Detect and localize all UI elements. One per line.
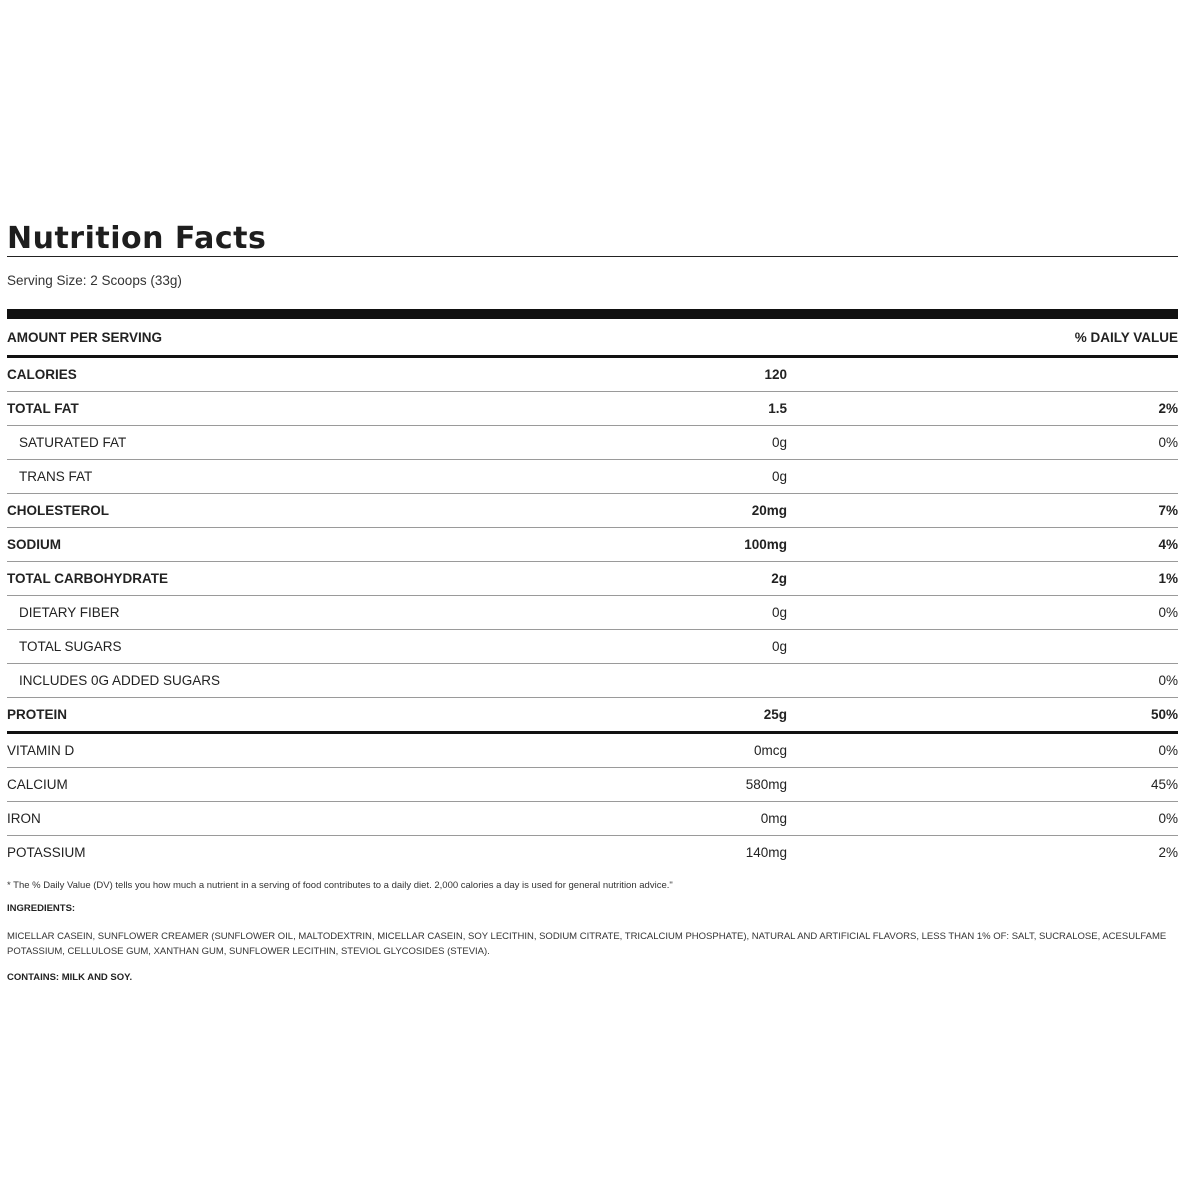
nutrition-facts-panel xyxy=(7,222,1178,984)
title-divider xyxy=(7,256,1178,257)
nutrient-name: TRANS FAT xyxy=(19,469,93,484)
ingredients-label: INGREDIENTS: xyxy=(7,903,76,914)
nutrient-dv: 50% xyxy=(1150,707,1178,722)
nutrient-row-total-carbohydrate xyxy=(7,562,1178,596)
nutrient-amount: 0g xyxy=(771,639,787,654)
nutrient-row-added-sugars xyxy=(7,664,1178,698)
serving-size: Serving Size: 2 Scoops (33g) xyxy=(7,273,182,288)
vitamin-dv: 0% xyxy=(1158,811,1178,826)
nutrient-row-saturated-fat xyxy=(7,426,1178,460)
vitamin-dv: 2% xyxy=(1158,845,1178,860)
nutrient-name: DIETARY FIBER xyxy=(19,605,120,620)
nutrient-name: SATURATED FAT xyxy=(19,435,127,450)
nutrient-row-total-sugars xyxy=(7,630,1178,664)
ingredients-text: MICELLAR CASEIN, SUNFLOWER CREAMER (SUNFLOWER OIL, MALTODEXTRIN, MICELLAR CASEIN, SOY LECITHIN, SODIUM CITRATE, TRICALCIUM PHOSPHATE), NATURAL AND ARTIFICIAL FLAVORS, LESS THAN 1% OF: SALT, SUCRALOSE, ACESULFAME POTASSIUM, CELLULOSE GUM, XANTHAN GUM, SUNFLOWER LECITHIN, STEVIOL GLYCOSIDES (STEVIA). xyxy=(7,931,1167,957)
nutrient-dv: 7% xyxy=(1158,503,1178,518)
daily-value-label: % DAILY VALUE xyxy=(1074,329,1178,345)
daily-value-footnote: * The % Daily Value (DV) tells you how much a nutrient in a serving of food contributes to a daily diet. 2,000 calories a day is used for general nutrition advice." xyxy=(7,880,673,891)
nutrient-amount: 1.5 xyxy=(768,401,787,416)
vitamin-dv: 0% xyxy=(1158,743,1178,758)
nutrient-amount: 20mg xyxy=(751,503,787,518)
nutrient-name: INCLUDES 0G ADDED SUGARS xyxy=(19,673,221,688)
vitamin-row-potassium xyxy=(7,836,1178,869)
nutrient-name: TOTAL CARBOHYDRATE xyxy=(7,571,168,586)
nutrient-name: CHOLESTEROL xyxy=(7,503,110,518)
vitamin-name: VITAMIN D xyxy=(7,743,75,758)
vitamin-amount: 0mg xyxy=(760,811,787,826)
nutrient-name: SODIUM xyxy=(7,537,61,552)
nutrient-name: CALORIES xyxy=(7,367,77,382)
nutrient-amount: 100mg xyxy=(744,537,787,552)
thick-divider xyxy=(7,309,1178,319)
nutrient-dv: 0% xyxy=(1158,673,1178,688)
nutrient-dv: 4% xyxy=(1158,537,1178,552)
nutrient-dv: 1% xyxy=(1158,571,1178,586)
nutrition-facts-title: Nutrition Facts xyxy=(7,221,267,256)
vitamin-row-iron xyxy=(7,802,1178,836)
vitamin-amount: 140mg xyxy=(745,845,787,860)
vitamin-row-vitamin-d xyxy=(7,734,1178,768)
amount-per-serving-label: AMOUNT PER SERVING xyxy=(7,329,163,345)
nutrient-amount: 2g xyxy=(771,571,787,586)
vitamin-amount: 0mcg xyxy=(753,743,787,758)
nutrient-row-cholesterol xyxy=(7,494,1178,528)
nutrient-name: TOTAL FAT xyxy=(7,401,79,416)
table-header xyxy=(7,319,1178,358)
nutrient-name: PROTEIN xyxy=(7,707,68,722)
nutrient-amount: 0g xyxy=(771,435,787,450)
nutrient-amount: 25g xyxy=(763,707,787,722)
nutrient-dv: 2% xyxy=(1158,401,1178,416)
nutrient-amount: 0g xyxy=(771,605,787,620)
nutrient-row-protein xyxy=(7,698,1178,734)
nutrient-row-total-fat xyxy=(7,392,1178,426)
allergen-statement: CONTAINS: MILK AND SOY. xyxy=(7,972,133,983)
nutrient-name: TOTAL SUGARS xyxy=(19,639,122,654)
nutrient-amount: 120 xyxy=(764,367,787,382)
nutrient-dv: 0% xyxy=(1158,605,1178,620)
vitamin-name: POTASSIUM xyxy=(7,845,86,860)
vitamin-dv: 45% xyxy=(1150,777,1178,792)
vitamin-name: CALCIUM xyxy=(7,777,68,792)
nutrient-row-calories xyxy=(7,358,1178,392)
nutrient-amount: 0g xyxy=(771,469,787,484)
nutrient-dv: 0% xyxy=(1158,435,1178,450)
nutrient-row-dietary-fiber xyxy=(7,596,1178,630)
vitamin-amount: 580mg xyxy=(745,777,787,792)
vitamin-name: IRON xyxy=(7,811,41,826)
vitamin-row-calcium xyxy=(7,768,1178,802)
nutrient-row-trans-fat xyxy=(7,460,1178,494)
nutrient-row-sodium xyxy=(7,528,1178,562)
